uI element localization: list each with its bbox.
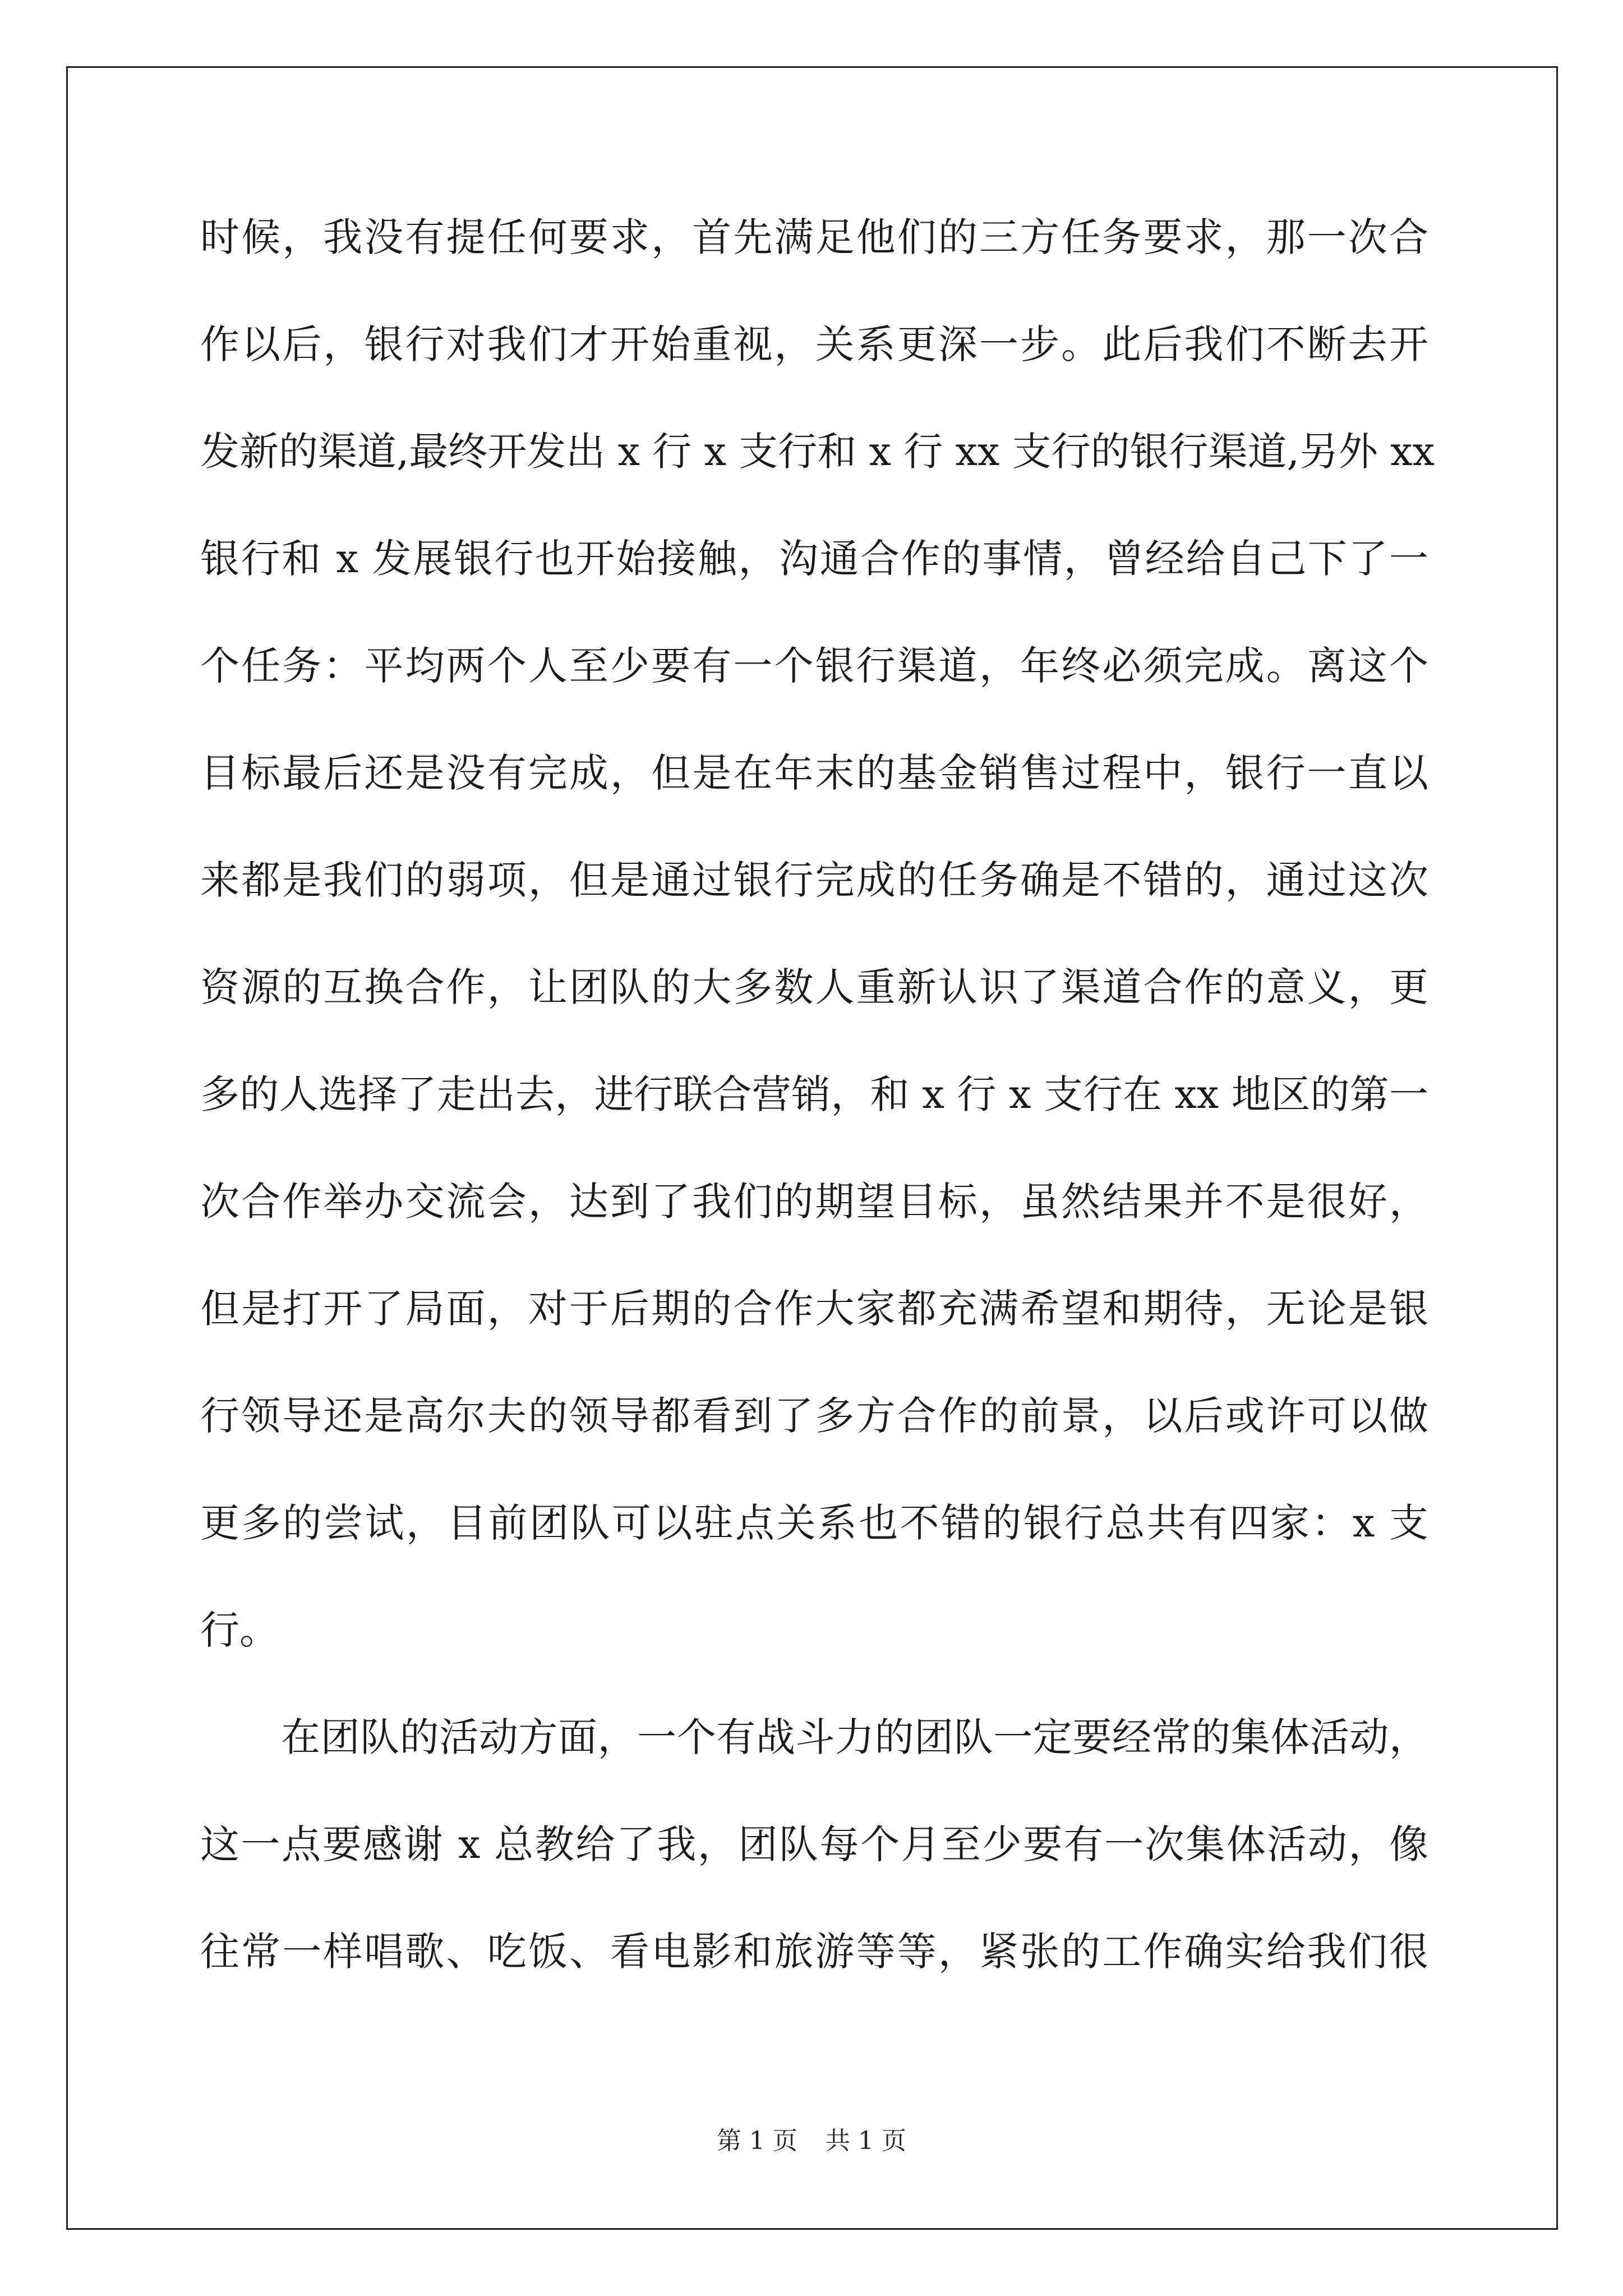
text-line: 行领导还是高尔夫的领导都看到了多方合作的前景，以后或许可以做 xyxy=(200,1393,1428,1439)
page-number: 第 1 页 xyxy=(717,2127,797,2155)
text-line: 作以后，银行对我们才开始重视，关系更深一步。此后我们不断去开 xyxy=(200,321,1428,367)
text-line: 但是打开了局面，对于后期的合作大家都充满希望和期待，无论是银 xyxy=(200,1286,1428,1332)
text-line: 时候，我没有提任何要求，首先满足他们的三方任务要求，那一次合 xyxy=(200,214,1428,260)
text-line: 更多的尝试，目前团队可以驻点关系也不错的银行总共有四家：x 支 xyxy=(200,1500,1428,1546)
text-line: 银行和 x 发展银行也开始接触，沟通合作的事情，曾经给自己下了一 xyxy=(200,536,1428,582)
text-line: 个任务：平均两个人至少要有一个银行渠道，年终必须完成。离这个 xyxy=(200,643,1428,689)
text-line: 往常一样唱歌、吃饭、看电影和旅游等等，紧张的工作确实给我们很 xyxy=(200,1929,1428,1975)
text-line-indented: 在团队的活动方面，一个有战斗力的团队一定要经常的集体活动， xyxy=(281,1714,1428,1760)
text-line: 发新的渠道,最终开发出 x 行 x 支行和 x 行 xx 支行的银行渠道,另外 xx xyxy=(200,429,1435,475)
text-line: 目标最后还是没有完成，但是在年末的基金销售过程中，银行一直以 xyxy=(200,750,1428,796)
text-line: 资源的互换合作，让团队的大多数人重新认识了渠道合作的意义，更 xyxy=(200,964,1428,1010)
page-footer xyxy=(0,2129,1623,2154)
text-line: 来都是我们的弱项，但是通过银行完成的任务确是不错的，通过这次 xyxy=(200,857,1428,903)
document-body xyxy=(200,214,1435,2039)
text-line: 次合作举办交流会，达到了我们的期望目标，虽然结果并不是很好， xyxy=(200,1179,1428,1225)
text-line: 多的人选择了走出去，进行联合营销，和 x 行 x 支行在 xx 地区的第一 xyxy=(200,1071,1428,1117)
text-line: 行。 xyxy=(200,1607,279,1653)
page-total: 共 1 页 xyxy=(826,2127,906,2155)
text-line: 这一点要感谢 x 总教给了我，团队每个月至少要有一次集体活动，像 xyxy=(200,1821,1428,1867)
